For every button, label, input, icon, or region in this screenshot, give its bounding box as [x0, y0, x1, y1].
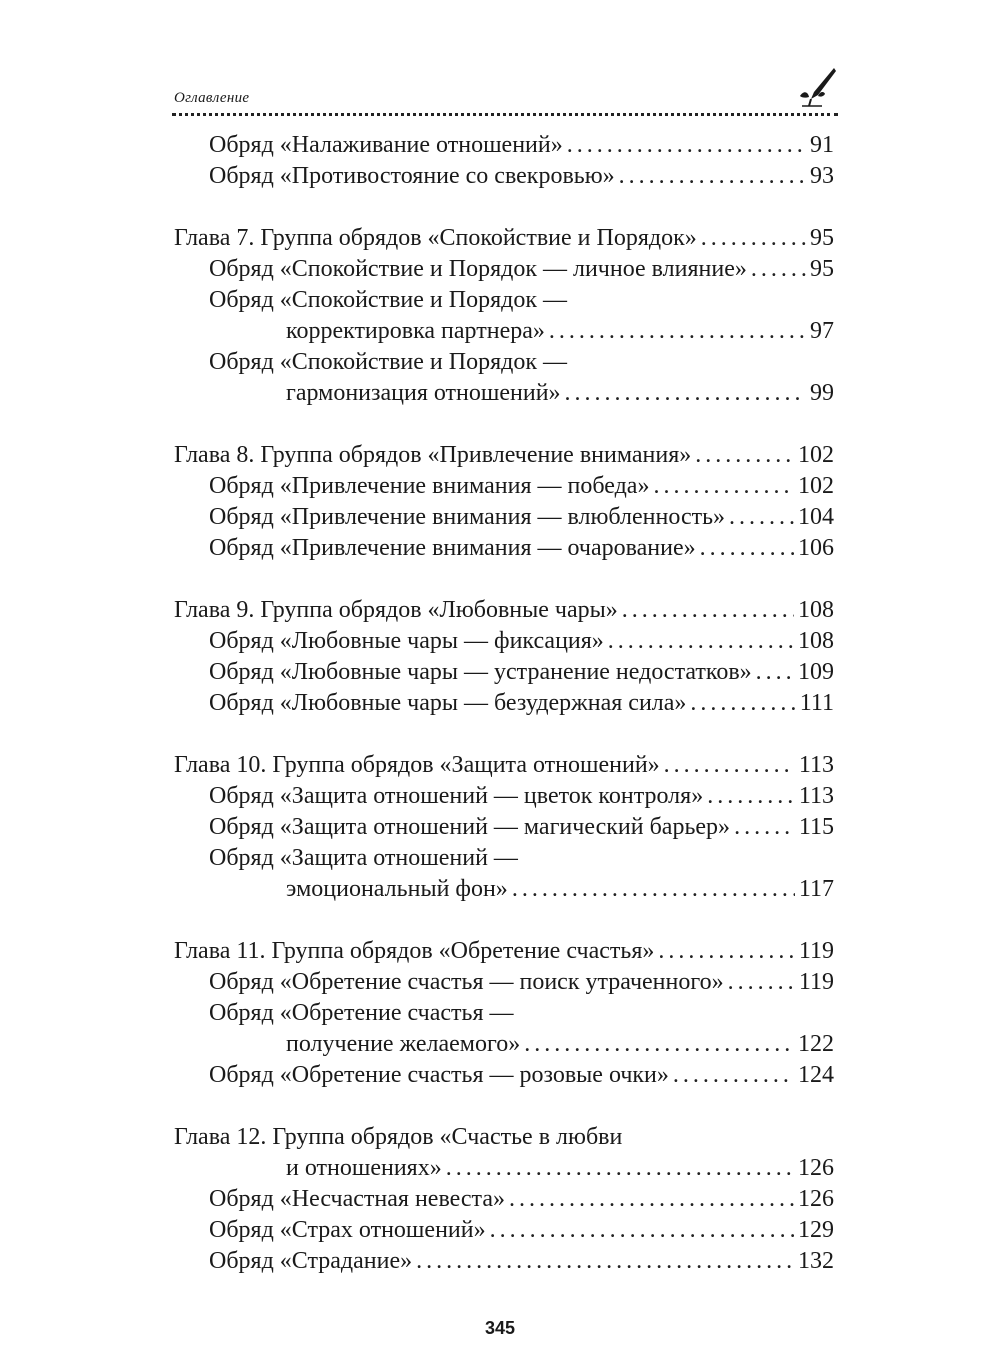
dot-leader	[701, 223, 806, 254]
toc-rite-entry[interactable]	[174, 967, 834, 998]
toc-rite-entry[interactable]	[174, 1153, 834, 1184]
toc-rite-entry[interactable]	[174, 657, 834, 688]
toc-chapter-entry[interactable]	[174, 936, 834, 967]
toc-page-number: 115	[798, 814, 834, 840]
toc-chapter-entry[interactable]	[174, 595, 834, 626]
toc-rite-entry[interactable]	[174, 812, 834, 843]
toc-entry-title: Глава 11. Группа обрядов «Обретение счастья»	[174, 938, 655, 964]
toc-page-number: 106	[798, 535, 834, 561]
toc-rite-entry[interactable]	[174, 161, 834, 192]
toc-entry-title: Обряд «Любовные чары — безудержная сила»	[209, 690, 687, 716]
toc-page-number: 95	[810, 256, 834, 282]
toc-rite-entry[interactable]	[174, 471, 834, 502]
toc-section	[174, 440, 834, 564]
dot-leader	[619, 161, 806, 192]
toc-page-number: 111	[799, 690, 834, 716]
toc-page-number: 124	[798, 1062, 834, 1088]
toc-entry-title: Глава 10. Группа обрядов «Защита отношений»	[174, 752, 660, 778]
toc-page-number: 108	[798, 597, 834, 623]
header-dotted-rule	[172, 113, 838, 116]
toc-page-number: 95	[810, 225, 834, 251]
toc-page-number: 104	[798, 504, 834, 530]
toc-section	[174, 595, 834, 719]
dot-leader	[446, 1153, 794, 1184]
toc-entry-title: Обряд «Страх отношений»	[209, 1217, 486, 1243]
dot-leader	[416, 1246, 794, 1277]
toc-rite-entry[interactable]	[174, 1215, 834, 1246]
toc-entry-title: Обряд «Спокойствие и Порядок —	[209, 349, 567, 375]
toc-section	[174, 1122, 834, 1277]
toc-page-number: 102	[798, 442, 834, 468]
toc-entry-title: получение желаемого»	[286, 1031, 521, 1057]
toc-rite-entry[interactable]	[174, 874, 834, 905]
toc-section	[174, 223, 834, 409]
toc-section	[174, 750, 834, 905]
dot-leader	[622, 595, 794, 626]
toc-rite-entry[interactable]	[174, 285, 834, 316]
dot-leader	[734, 812, 795, 843]
toc-entry-title: Глава 8. Группа обрядов «Привлечение внимания»	[174, 442, 692, 468]
toc-chapter-entry[interactable]	[174, 1122, 834, 1153]
toc-page-number: 102	[798, 473, 834, 499]
toc-section	[174, 936, 834, 1091]
toc-rite-entry[interactable]	[174, 1060, 834, 1091]
dot-leader	[756, 657, 794, 688]
toc-page-number: 108	[798, 628, 834, 654]
toc-page-number: 97	[810, 318, 834, 344]
dot-leader	[658, 936, 795, 967]
toc-entry-title: Обряд «Защита отношений — магический барьер»	[209, 814, 731, 840]
toc-entry-title: Обряд «Спокойствие и Порядок —	[209, 287, 567, 313]
toc-page-number: 126	[798, 1186, 834, 1212]
toc-entry-title: Обряд «Противостояние со свекровью»	[209, 163, 615, 189]
dot-leader	[490, 1215, 794, 1246]
toc-rite-entry[interactable]	[174, 1246, 834, 1277]
toc-page-number: 109	[798, 659, 834, 685]
toc-entry-title: Обряд «Любовные чары — фиксация»	[209, 628, 604, 654]
toc-rite-entry[interactable]	[174, 1184, 834, 1215]
running-header	[172, 88, 838, 118]
toc-entry-title: Обряд «Защита отношений — цветок контроля»	[209, 783, 704, 809]
toc-page-number: 99	[810, 380, 834, 406]
dot-leader	[728, 967, 795, 998]
toc-page-number: 117	[798, 876, 834, 902]
toc-page-number: 132	[798, 1248, 834, 1274]
table-of-contents	[174, 130, 834, 1308]
dot-leader	[565, 378, 806, 409]
dot-leader	[524, 1029, 794, 1060]
toc-page-number: 126	[798, 1155, 834, 1181]
toc-rite-entry[interactable]	[174, 378, 834, 409]
dot-leader	[700, 533, 794, 564]
toc-entry-title: Обряд «Привлечение внимания — очарование»	[209, 535, 696, 561]
toc-entry-title: Глава 12. Группа обрядов «Счастье в любви	[174, 1124, 623, 1150]
quill-pen-icon	[794, 66, 838, 110]
toc-entry-title: Глава 9. Группа обрядов «Любовные чары»	[174, 597, 618, 623]
toc-page-number: 113	[798, 783, 834, 809]
page-number: 345	[484, 1318, 516, 1338]
toc-page-number: 122	[798, 1031, 834, 1057]
toc-entry-title: Обряд «Обретение счастья — поиск утраченного»	[209, 969, 724, 995]
toc-page-number: 91	[810, 132, 834, 158]
toc-rite-entry[interactable]	[174, 254, 834, 285]
toc-entry-title: гармонизация отношений»	[286, 380, 561, 406]
dot-leader	[664, 750, 795, 781]
header-title: Оглавление	[174, 90, 250, 106]
toc-page-number: 113	[798, 752, 834, 778]
toc-rite-entry[interactable]	[174, 1029, 834, 1060]
toc-rite-entry[interactable]	[174, 502, 834, 533]
dot-leader	[729, 502, 794, 533]
toc-page-number: 129	[798, 1217, 834, 1243]
dot-leader	[751, 254, 806, 285]
toc-entry-title: и отношениях»	[286, 1155, 442, 1181]
toc-rite-entry[interactable]	[174, 316, 834, 347]
toc-rite-entry[interactable]	[174, 130, 834, 161]
toc-section	[174, 130, 834, 192]
dot-leader	[567, 130, 806, 161]
toc-entry-title: Обряд «Привлечение внимания — победа»	[209, 473, 650, 499]
toc-entry-title: Обряд «Обретение счастья — розовые очки»	[209, 1062, 669, 1088]
toc-chapter-entry[interactable]	[174, 440, 834, 471]
dot-leader	[690, 688, 795, 719]
toc-page-number: 119	[798, 969, 834, 995]
toc-entry-title: Обряд «Любовные чары — устранение недостатков»	[209, 659, 752, 685]
toc-rite-entry[interactable]	[174, 688, 834, 719]
toc-page-number: 119	[798, 938, 834, 964]
toc-entry-title: Глава 7. Группа обрядов «Спокойствие и Порядок»	[174, 225, 697, 251]
toc-entry-title: Обряд «Несчастная невеста»	[209, 1186, 505, 1212]
toc-entry-title: Обряд «Спокойствие и Порядок — личное влияние»	[209, 256, 747, 282]
toc-entry-title: эмоциональный фон»	[286, 876, 508, 902]
toc-entry-title: Обряд «Обретение счастья —	[209, 1000, 514, 1026]
dot-leader	[653, 471, 794, 502]
dot-leader	[549, 316, 806, 347]
toc-rite-entry[interactable]	[174, 533, 834, 564]
toc-chapter-entry[interactable]	[174, 223, 834, 254]
dot-leader	[695, 440, 794, 471]
toc-entry-title: Обряд «Страдание»	[209, 1248, 413, 1274]
toc-rite-entry[interactable]	[174, 998, 834, 1029]
toc-rite-entry[interactable]	[174, 626, 834, 657]
toc-chapter-entry[interactable]	[174, 750, 834, 781]
toc-rite-entry[interactable]	[174, 347, 834, 378]
toc-entry-title: Обряд «Привлечение внимания — влюбленность»	[209, 504, 726, 530]
toc-rite-entry[interactable]	[174, 781, 834, 812]
dot-leader	[707, 781, 795, 812]
dot-leader	[509, 1184, 794, 1215]
dot-leader	[512, 874, 795, 905]
toc-entry-title: корректировка партнера»	[286, 318, 545, 344]
dot-leader	[673, 1060, 794, 1091]
toc-entry-title: Обряд «Защита отношений —	[209, 845, 518, 871]
toc-entry-title: Обряд «Налаживание отношений»	[209, 132, 563, 158]
dot-leader	[608, 626, 794, 657]
toc-rite-entry[interactable]	[174, 843, 834, 874]
toc-page-number: 93	[810, 163, 834, 189]
